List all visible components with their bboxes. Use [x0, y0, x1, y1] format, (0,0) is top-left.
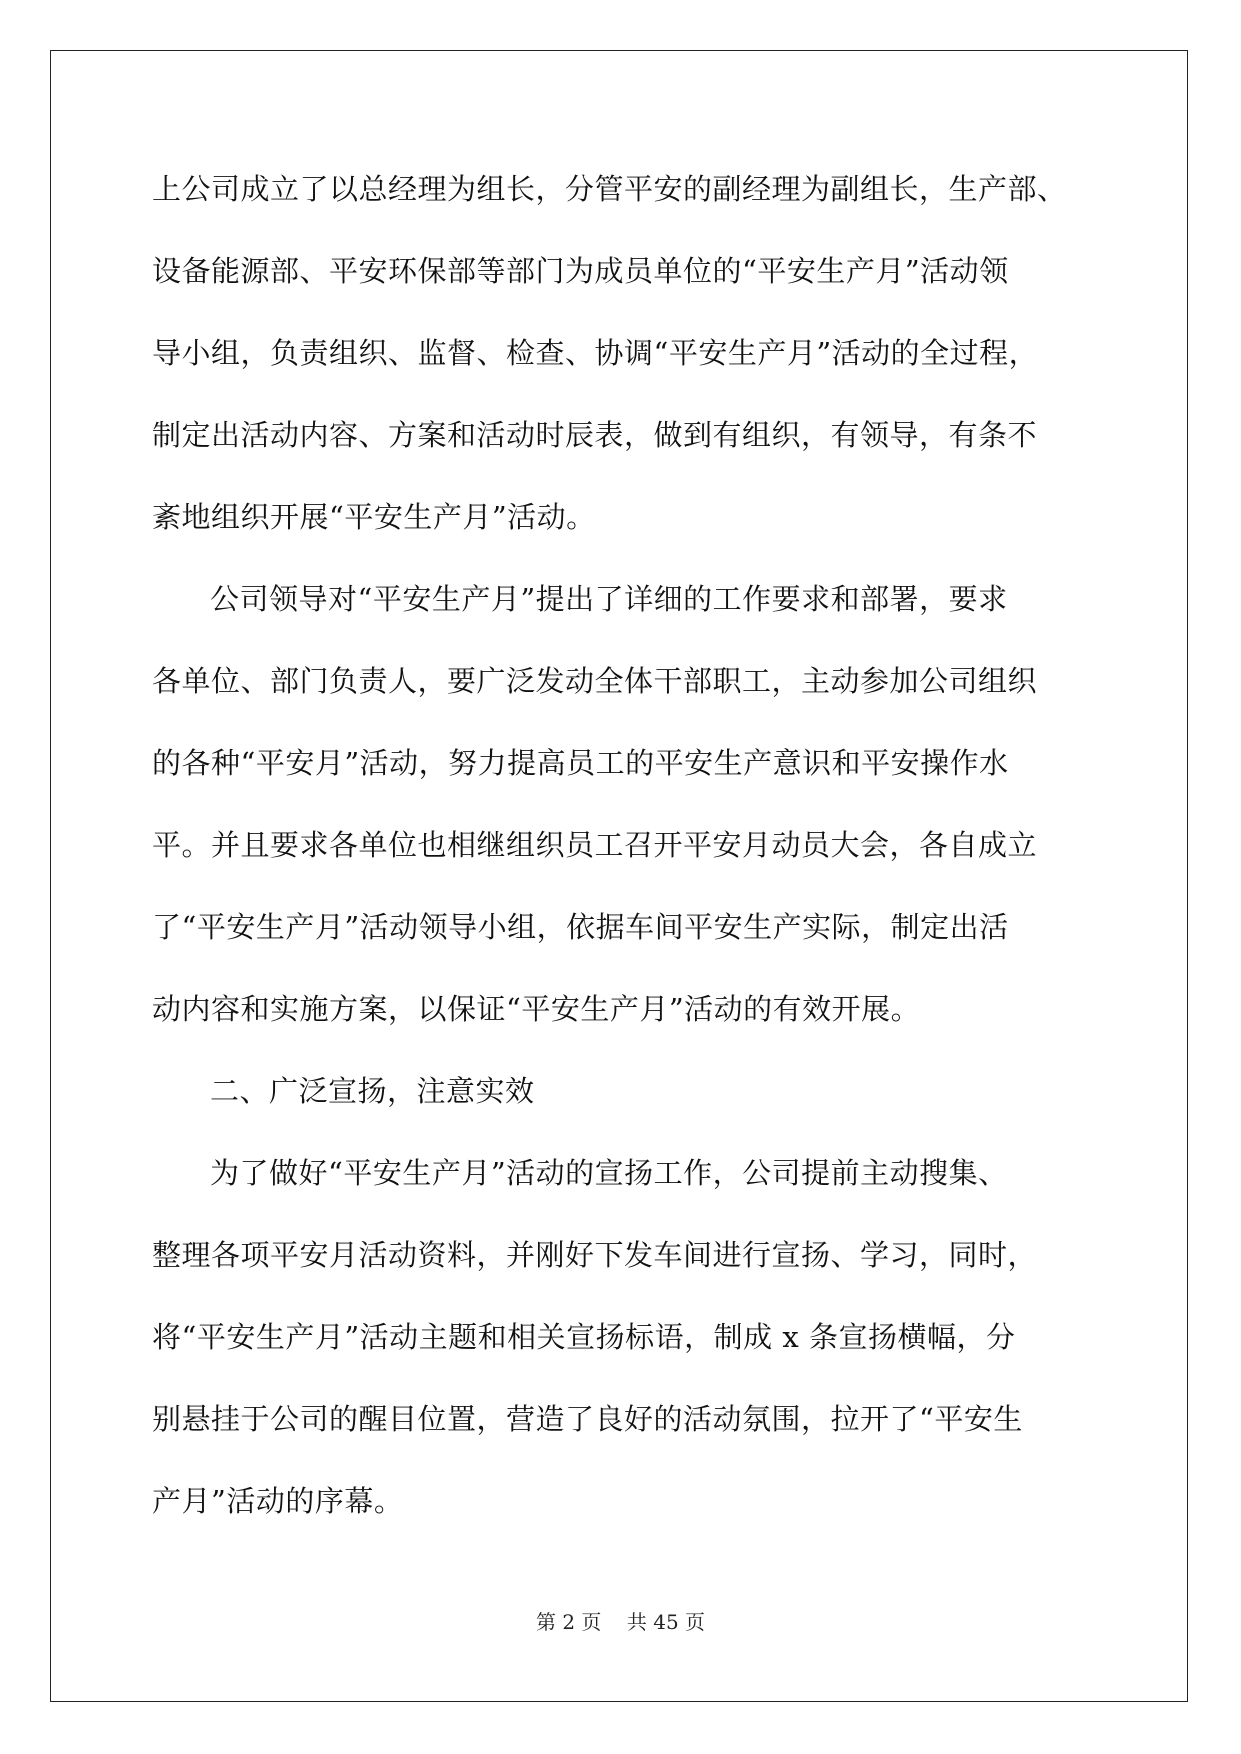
text-line: 平。并且要求各单位也相继组织员工召开平安月动员大会，各自成立	[152, 828, 1038, 862]
paragraph-start: 公司领导对“平安生产月”提出了详细的工作要求和部署，要求	[210, 582, 1008, 616]
text-line: 产月”活动的序幕。	[152, 1484, 404, 1518]
text-line: 紊地组织开展“平安生产月”活动。	[152, 500, 596, 534]
page-footer	[0, 1608, 1241, 1636]
text-line: 整理各项平安月活动资料，并刚好下发车间进行宣扬、学习，同时，	[152, 1238, 1038, 1272]
text-line: 设备能源部、平安环保部等部门为成员单位的“平安生产月”活动领	[152, 254, 1009, 288]
page-total: 共 45 页	[626, 1610, 706, 1634]
text-line: 了“平安生产月”活动领导小组，依据车间平安生产实际，制定出活	[152, 910, 1009, 944]
text-line: 的各种“平安月”活动，努力提高员工的平安生产意识和平安操作水	[152, 746, 1009, 780]
text-line: 各单位、部门负责人，要广泛发动全体干部职工，主动参加公司组织	[152, 664, 1038, 698]
page-number: 第 2 页	[535, 1610, 602, 1634]
text-line: 制定出活动内容、方案和活动时辰表，做到有组织，有领导，有条不	[152, 418, 1038, 452]
text-line: 上公司成立了以总经理为组长，分管平安的副经理为副组长，生产部、	[152, 172, 1067, 206]
section-heading: 二、广泛宣扬，注意实效	[210, 1074, 535, 1108]
document-body	[152, 148, 1092, 1542]
text-line: 将“平安生产月”活动主题和相关宣扬标语，制成 x 条宣扬横幅，分	[152, 1320, 1016, 1354]
text-line: 动内容和实施方案，以保证“平安生产月”活动的有效开展。	[152, 992, 921, 1026]
paragraph-start: 为了做好“平安生产月”活动的宣扬工作，公司提前主动搜集、	[210, 1156, 1008, 1190]
text-line: 导小组，负责组织、监督、检查、协调“平安生产月”活动的全过程，	[152, 336, 1039, 370]
text-line: 别悬挂于公司的醒目位置，营造了良好的活动氛围，拉开了“平安生	[152, 1402, 1023, 1436]
